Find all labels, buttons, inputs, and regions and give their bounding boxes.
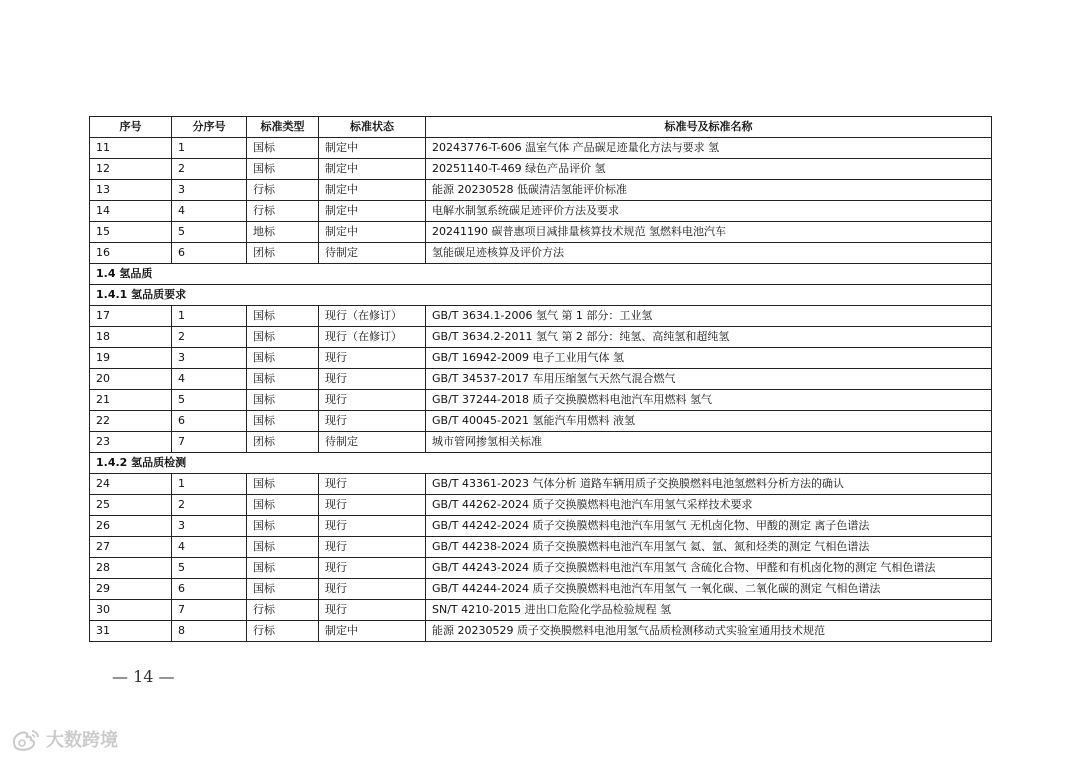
cell-standard-name: 能源 20230529 质子交换膜燃料电池用氢气品质检测移动式实验室通用技术规范 (426, 621, 992, 642)
cell-standard-type: 国标 (247, 474, 319, 495)
section-row (90, 453, 992, 474)
table-row (90, 327, 992, 348)
cell-standard-type: 国标 (247, 411, 319, 432)
col-header-serial: 序号 (90, 117, 172, 138)
cell-serial: 14 (90, 201, 172, 222)
cell-serial: 17 (90, 306, 172, 327)
cell-standard-type: 国标 (247, 495, 319, 516)
cell-standard-type: 行标 (247, 621, 319, 642)
col-header-standard-status: 标准状态 (319, 117, 426, 138)
cell-standard-name: 20241190 碳普惠项目减排量核算技术规范 氢燃料电池汽车 (426, 222, 992, 243)
cell-standard-type: 国标 (247, 390, 319, 411)
table-row (90, 558, 992, 579)
cell-standard-name: GB/T 44244-2024 质子交换膜燃料电池汽车用氢气 一氧化碳、二氧化碳的测定 气相色谱法 (426, 579, 992, 600)
cell-sub-serial: 1 (172, 306, 247, 327)
cell-standard-name: GB/T 16942-2009 电子工业用气体 氢 (426, 348, 992, 369)
watermark (8, 726, 118, 752)
cell-standard-status: 制定中 (319, 180, 426, 201)
cell-sub-serial: 3 (172, 516, 247, 537)
cell-serial: 18 (90, 327, 172, 348)
cell-serial: 11 (90, 138, 172, 159)
cell-standard-status: 现行 (319, 600, 426, 621)
cell-sub-serial: 2 (172, 495, 247, 516)
cell-standard-status: 现行 (319, 390, 426, 411)
cell-standard-status: 制定中 (319, 621, 426, 642)
cell-standard-type: 国标 (247, 537, 319, 558)
cell-serial: 16 (90, 243, 172, 264)
cell-serial: 27 (90, 537, 172, 558)
table-row (90, 411, 992, 432)
cell-standard-name: GB/T 3634.1-2006 氢气 第 1 部分：工业氢 (426, 306, 992, 327)
cell-serial: 23 (90, 432, 172, 453)
cell-serial: 13 (90, 180, 172, 201)
cell-standard-name: GB/T 40045-2021 氢能汽车用燃料 液氢 (426, 411, 992, 432)
table-row (90, 621, 992, 642)
cell-sub-serial: 7 (172, 432, 247, 453)
cell-standard-status: 现行 (319, 516, 426, 537)
cell-standard-status: 制定中 (319, 159, 426, 180)
cell-standard-type: 地标 (247, 222, 319, 243)
cell-sub-serial: 8 (172, 621, 247, 642)
cell-standard-status: 现行（在修订） (319, 327, 426, 348)
cell-sub-serial: 2 (172, 327, 247, 348)
table-row (90, 474, 992, 495)
cell-standard-status: 现行 (319, 348, 426, 369)
cell-standard-type: 国标 (247, 327, 319, 348)
cell-standard-status: 制定中 (319, 222, 426, 243)
cell-standard-type: 团标 (247, 432, 319, 453)
table-row (90, 390, 992, 411)
cell-serial: 24 (90, 474, 172, 495)
cell-standard-name: GB/T 44242-2024 质子交换膜燃料电池汽车用氢气 无机卤化物、甲酸的测定 离子色谱法 (426, 516, 992, 537)
cell-standard-name: GB/T 37244-2018 质子交换膜燃料电池汽车用燃料 氢气 (426, 390, 992, 411)
cell-serial: 30 (90, 600, 172, 621)
table-row (90, 159, 992, 180)
cell-standard-status: 现行 (319, 495, 426, 516)
table-row (90, 369, 992, 390)
table-row (90, 180, 992, 201)
cell-sub-serial: 6 (172, 411, 247, 432)
cell-sub-serial: 6 (172, 579, 247, 600)
cell-standard-status: 待制定 (319, 432, 426, 453)
cell-sub-serial: 4 (172, 369, 247, 390)
table-row (90, 222, 992, 243)
cell-serial: 26 (90, 516, 172, 537)
section-row (90, 264, 992, 285)
cell-standard-type: 行标 (247, 201, 319, 222)
table-body (90, 138, 992, 642)
table-header-row (90, 117, 992, 138)
cell-standard-name: GB/T 43361-2023 气体分析 道路车辆用质子交换膜燃料电池氢燃料分析方法的确认 (426, 474, 992, 495)
cell-standard-type: 国标 (247, 348, 319, 369)
cell-standard-name: 城市管网掺氢相关标准 (426, 432, 992, 453)
cell-sub-serial: 1 (172, 138, 247, 159)
cell-sub-serial: 5 (172, 558, 247, 579)
cell-standard-name: 电解水制氢系统碳足迹评价方法及要求 (426, 201, 992, 222)
cell-standard-type: 国标 (247, 369, 319, 390)
table-row (90, 495, 992, 516)
cell-sub-serial: 7 (172, 600, 247, 621)
table-row (90, 600, 992, 621)
section-heading: 1.4 氢品质 (90, 264, 992, 285)
cell-standard-type: 国标 (247, 138, 319, 159)
col-header-standard-type: 标准类型 (247, 117, 319, 138)
table-row (90, 306, 992, 327)
cell-serial: 15 (90, 222, 172, 243)
cell-standard-type: 国标 (247, 306, 319, 327)
table-row (90, 579, 992, 600)
cell-standard-type: 团标 (247, 243, 319, 264)
cell-standard-status: 现行 (319, 537, 426, 558)
cell-sub-serial: 5 (172, 222, 247, 243)
standards-table (89, 116, 992, 642)
cell-standard-name: GB/T 44262-2024 质子交换膜燃料电池汽车用氢气采样技术要求 (426, 495, 992, 516)
cell-standard-status: 待制定 (319, 243, 426, 264)
cell-standard-status: 现行 (319, 369, 426, 390)
cell-sub-serial: 1 (172, 474, 247, 495)
cell-sub-serial: 2 (172, 159, 247, 180)
cell-standard-name: GB/T 44238-2024 质子交换膜燃料电池汽车用氢气 氦、氩、氮和烃类的测定 气相色谱法 (426, 537, 992, 558)
cell-sub-serial: 3 (172, 348, 247, 369)
watermark-text: 大数跨境 (46, 730, 118, 751)
cell-standard-type: 国标 (247, 516, 319, 537)
col-header-standard-name: 标准号及标准名称 (426, 117, 992, 138)
cell-standard-name: 20251140-T-469 绿色产品评价 氢 (426, 159, 992, 180)
cell-standard-status: 现行 (319, 558, 426, 579)
cell-sub-serial: 6 (172, 243, 247, 264)
table-row (90, 243, 992, 264)
table-row (90, 138, 992, 159)
cell-serial: 28 (90, 558, 172, 579)
section-heading: 1.4.2 氢品质检测 (90, 453, 992, 474)
cell-standard-type: 行标 (247, 600, 319, 621)
table-row (90, 348, 992, 369)
page-number: — 14 — (112, 667, 175, 686)
table-row (90, 537, 992, 558)
cell-sub-serial: 4 (172, 201, 247, 222)
table-row (90, 516, 992, 537)
cell-serial: 21 (90, 390, 172, 411)
cell-standard-type: 行标 (247, 180, 319, 201)
cell-serial: 19 (90, 348, 172, 369)
cell-standard-status: 现行（在修订） (319, 306, 426, 327)
cell-standard-name: SN/T 4210-2015 进出口危险化学品检验规程 氢 (426, 600, 992, 621)
cell-standard-name: 20243776-T-606 温室气体 产品碳足迹量化方法与要求 氢 (426, 138, 992, 159)
cell-standard-name: GB/T 44243-2024 质子交换膜燃料电池汽车用氢气 含硫化合物、甲醛和有机卤化物的测定 气相色谱法 (426, 558, 992, 579)
table-row (90, 432, 992, 453)
cell-standard-status: 制定中 (319, 201, 426, 222)
cell-serial: 29 (90, 579, 172, 600)
cell-sub-serial: 4 (172, 537, 247, 558)
cell-standard-name: GB/T 3634.2-2011 氢气 第 2 部分：纯氢、高纯氢和超纯氢 (426, 327, 992, 348)
cell-serial: 25 (90, 495, 172, 516)
cell-serial: 22 (90, 411, 172, 432)
section-row (90, 285, 992, 306)
cell-standard-status: 制定中 (319, 138, 426, 159)
col-header-sub-serial: 分序号 (172, 117, 247, 138)
cell-standard-type: 国标 (247, 159, 319, 180)
cell-standard-type: 国标 (247, 558, 319, 579)
cell-standard-name: 能源 20230528 低碳清洁氢能评价标准 (426, 180, 992, 201)
cell-sub-serial: 3 (172, 180, 247, 201)
cell-standard-status: 现行 (319, 579, 426, 600)
cell-standard-status: 现行 (319, 474, 426, 495)
cell-serial: 12 (90, 159, 172, 180)
section-heading: 1.4.1 氢品质要求 (90, 285, 992, 306)
cell-standard-type: 国标 (247, 579, 319, 600)
weibo-logo-icon (8, 727, 42, 751)
cell-standard-status: 现行 (319, 411, 426, 432)
cell-standard-name: GB/T 34537-2017 车用压缩氢气天然气混合燃气 (426, 369, 992, 390)
table-row (90, 201, 992, 222)
cell-serial: 31 (90, 621, 172, 642)
cell-sub-serial: 5 (172, 390, 247, 411)
cell-serial: 20 (90, 369, 172, 390)
cell-standard-name: 氢能碳足迹核算及评价方法 (426, 243, 992, 264)
